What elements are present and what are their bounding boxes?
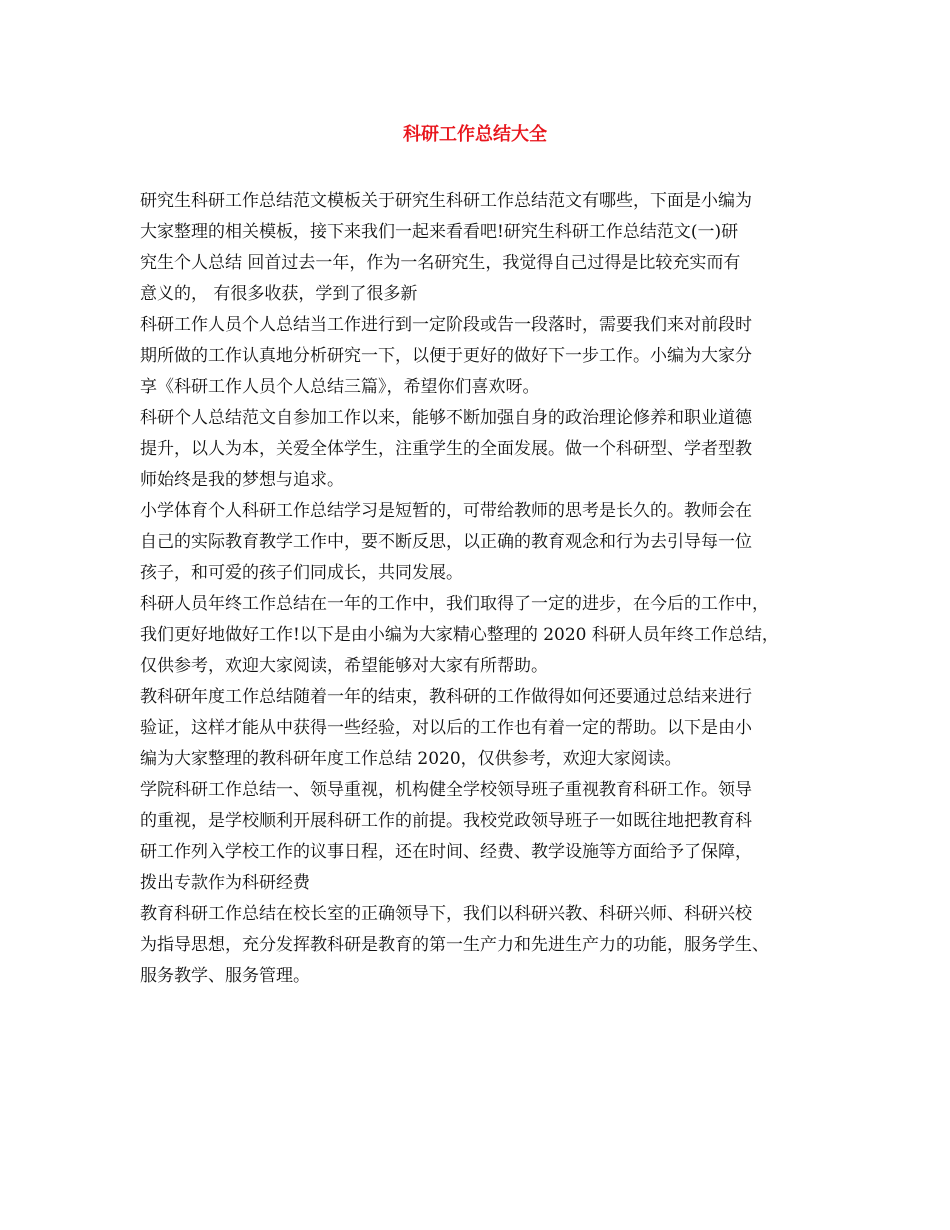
document-title: 科研工作总结大全 [403,124,547,145]
paragraph [140,682,830,775]
paragraph-line: 验证，这样才能从中获得一些经验，对以后的工作也有着一定的帮助。以下是由小 [140,718,752,738]
paragraph-line: 拨出专款作为科研经费 [140,873,310,893]
paragraph-line: 意义的， 有很多收获，学到了很多新 [140,284,418,304]
paragraph-line: 提升，以人为本，关爱全体学生，注重学生的全面发展。做一个科研型、学者型教 [140,439,752,459]
paragraph-line: 学院科研工作总结一、领导重视，机构健全学校领导班子重视教育科研工作。领导 [140,780,752,800]
paragraph-line: 服务教学、服务管理。 [140,966,310,986]
paragraph-line: 研究生科研工作总结范文模板关于研究生科研工作总结范文有哪些，下面是小编为 [140,191,752,211]
paragraph-line: 大家整理的相关模板，接下来我们一起来看看吧!研究生科研工作总结范文(一)研 [140,222,739,242]
paragraph-line: 科研人员年终工作总结在一年的工作中，我们取得了一定的进步，在今后的工作中， [140,594,769,614]
paragraph [140,403,830,496]
paragraph-line: 为指导思想，充分发挥教科研是教育的第一生产力和先进生产力的功能，服务学生、 [140,935,769,955]
document-body [140,186,830,992]
paragraph-line: 研工作列入学校工作的议事日程，还在时间、经费、教学设施等方面给予了保障， [140,842,752,862]
paragraph-line: 小学体育个人科研工作总结学习是短暂的，可带给教师的思考是长久的。教师会在 [140,501,752,521]
paragraph-line: 科研工作人员个人总结当工作进行到一定阶段或告一段落时，需要我们来对前段时 [140,315,752,335]
paragraph-line: 编为大家整理的教科研年度工作总结 2020，仅供参考，欢迎大家阅读。 [140,749,682,769]
paragraph-line: 我们更好地做好工作!以下是由小编为大家精心整理的 2020 科研人员年终工作总结， [140,625,779,645]
paragraph-line: 师始终是我的梦想与追求。 [140,470,344,490]
paragraph-line: 期所做的工作认真地分析研究一下，以便于更好的做好下一步工作。小编为大家分 [140,346,752,366]
paragraph-line: 享《科研工作人员个人总结三篇》，希望你们喜欢呀。 [140,377,540,397]
paragraph [140,186,830,310]
paragraph-line: 的重视，是学校顺利开展科研工作的前提。我校党政领导班子一如既往地把教育科 [140,811,752,831]
paragraph-line: 仅供参考，欢迎大家阅读，希望能够对大家有所帮助。 [140,656,548,676]
paragraph [140,899,830,992]
paragraph [140,310,830,403]
paragraph [140,496,830,589]
paragraph [140,589,830,682]
paragraph-line: 科研个人总结范文自参加工作以来，能够不断加强自身的政治理论修养和职业道德 [140,408,752,428]
paragraph-line: 究生个人总结 回首过去一年，作为一名研究生，我觉得自己过得是比较充实而有 [140,253,741,273]
paragraph-line: 教育科研工作总结在校长室的正确领导下，我们以科研兴教、科研兴师、科研兴校 [140,904,752,924]
paragraph-line: 孩子，和可爱的孩子们同成长，共同发展。 [140,563,463,583]
paragraph [140,775,830,899]
paragraph-line: 自己的实际教育教学工作中，要不断反思，以正确的教育观念和行为去引导每一位 [140,532,752,552]
paragraph-line: 教科研年度工作总结随着一年的结束，教科研的工作做得如何还要通过总结来进行 [140,687,752,707]
